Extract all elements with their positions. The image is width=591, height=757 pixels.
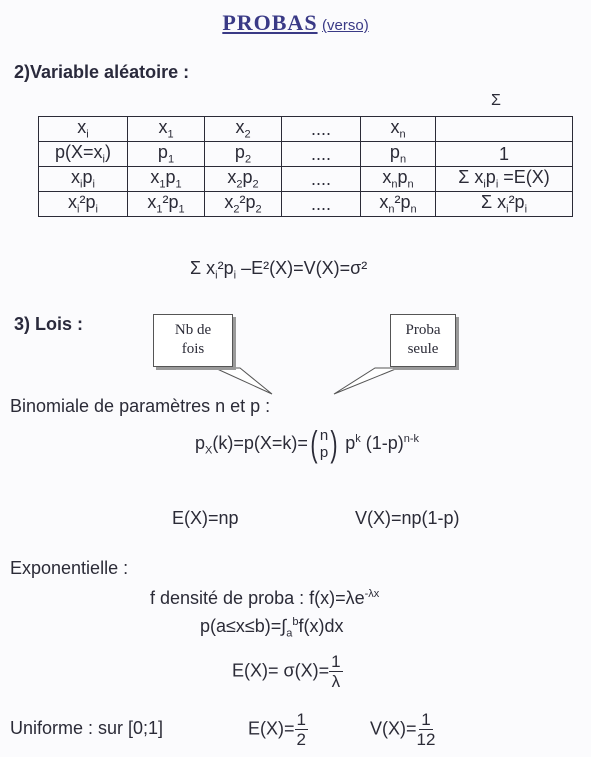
table-cell: $p_1$ (128, 142, 205, 167)
fraction: $\frac{1}{12}$ (416, 710, 436, 749)
table-cell: $p_n$ (361, 142, 436, 167)
uniform-variance: V(X)= $\frac{1}{12}$ (370, 710, 436, 749)
table-cell: Σ $x_i^2p_i$ (436, 192, 573, 217)
table-cell: $x_i$ (39, 117, 128, 142)
callout-line: Nb de (174, 322, 212, 338)
binomial-formula: $p_X(k)=p(X=k)=$ ( n p ) $p^k$ $(1-p)^{n-k}$ (195, 423, 420, 464)
binomial-coefficient: ( n p ) (310, 423, 338, 464)
table-cell: $x_np_n$ (361, 167, 436, 192)
section-2-title: 2)Variable aléatoire : (14, 62, 190, 82)
table-cell: $x_1p_1$ (128, 167, 205, 192)
table-cell: $x_2^2p_2$ (205, 192, 282, 217)
callout-proba-seule (390, 314, 456, 367)
table-cell: $x_n$ (361, 117, 436, 142)
table-cell: $x_1^2p_1$ (128, 192, 205, 217)
table-cell: $x_1$ (128, 117, 205, 142)
uniform-label: Uniforme : sur [0;1] (10, 718, 164, 738)
callout-nb-de-fois (153, 314, 233, 367)
callout-line: seule (407, 341, 439, 357)
section-3-title: 3) Lois : (14, 314, 84, 334)
table-cell: $p(X=x_i)$ (39, 142, 128, 167)
table-cell: .... (282, 142, 361, 167)
table-cell: .... (282, 192, 361, 217)
table-cell: $x_i^2p_i$ (39, 192, 128, 217)
exponential-probability: $p(a\le x\le b)=\int_a^bf(x)dx$ (200, 616, 344, 640)
table-cell: $p_2$ (205, 142, 282, 167)
table-cell: $x_ip_i$ (39, 167, 128, 192)
table-cell: .... (282, 117, 361, 142)
binomial-heading: Binomiale de paramètres n et p : (10, 396, 271, 416)
binomial-expectation: E(X)=np (172, 508, 239, 528)
page-subtitle: (verso) (322, 17, 369, 34)
exponential-density: f densité de proba : $f(x)=\lambda e^{-\lambda x}$ (150, 588, 380, 608)
table-cell: $x_2$ (205, 117, 282, 142)
table-cell: 1 (436, 142, 573, 167)
variance-formula: Σ $x_i^2p_i$ –E²(X)=V(X)=σ² (190, 258, 368, 282)
table-cell: Σ $x_ip_i =E(X)$ (436, 167, 573, 192)
binomial-variance: V(X)=np(1-p) (355, 508, 460, 528)
table-cell: .... (282, 167, 361, 192)
callout-line: fois (181, 341, 205, 357)
page-title: PROBAS (222, 10, 318, 35)
table-cell: $x_2p_2$ (205, 167, 282, 192)
sigma-column-header: Σ (491, 92, 501, 109)
fraction: $\frac{1}{2}$ (296, 710, 306, 749)
exponential-moments: E(X)= σ(X)= $\frac{1}{\lambda}$ (232, 652, 341, 691)
callout-line: Proba (405, 322, 441, 338)
fraction: $\frac{1}{\lambda}$ (331, 652, 341, 691)
uniform-expectation: E(X)= $\frac{1}{2}$ (248, 710, 306, 749)
table-cell: $x_n^2p_n$ (361, 192, 436, 217)
exponential-heading: Exponentielle : (10, 558, 129, 578)
